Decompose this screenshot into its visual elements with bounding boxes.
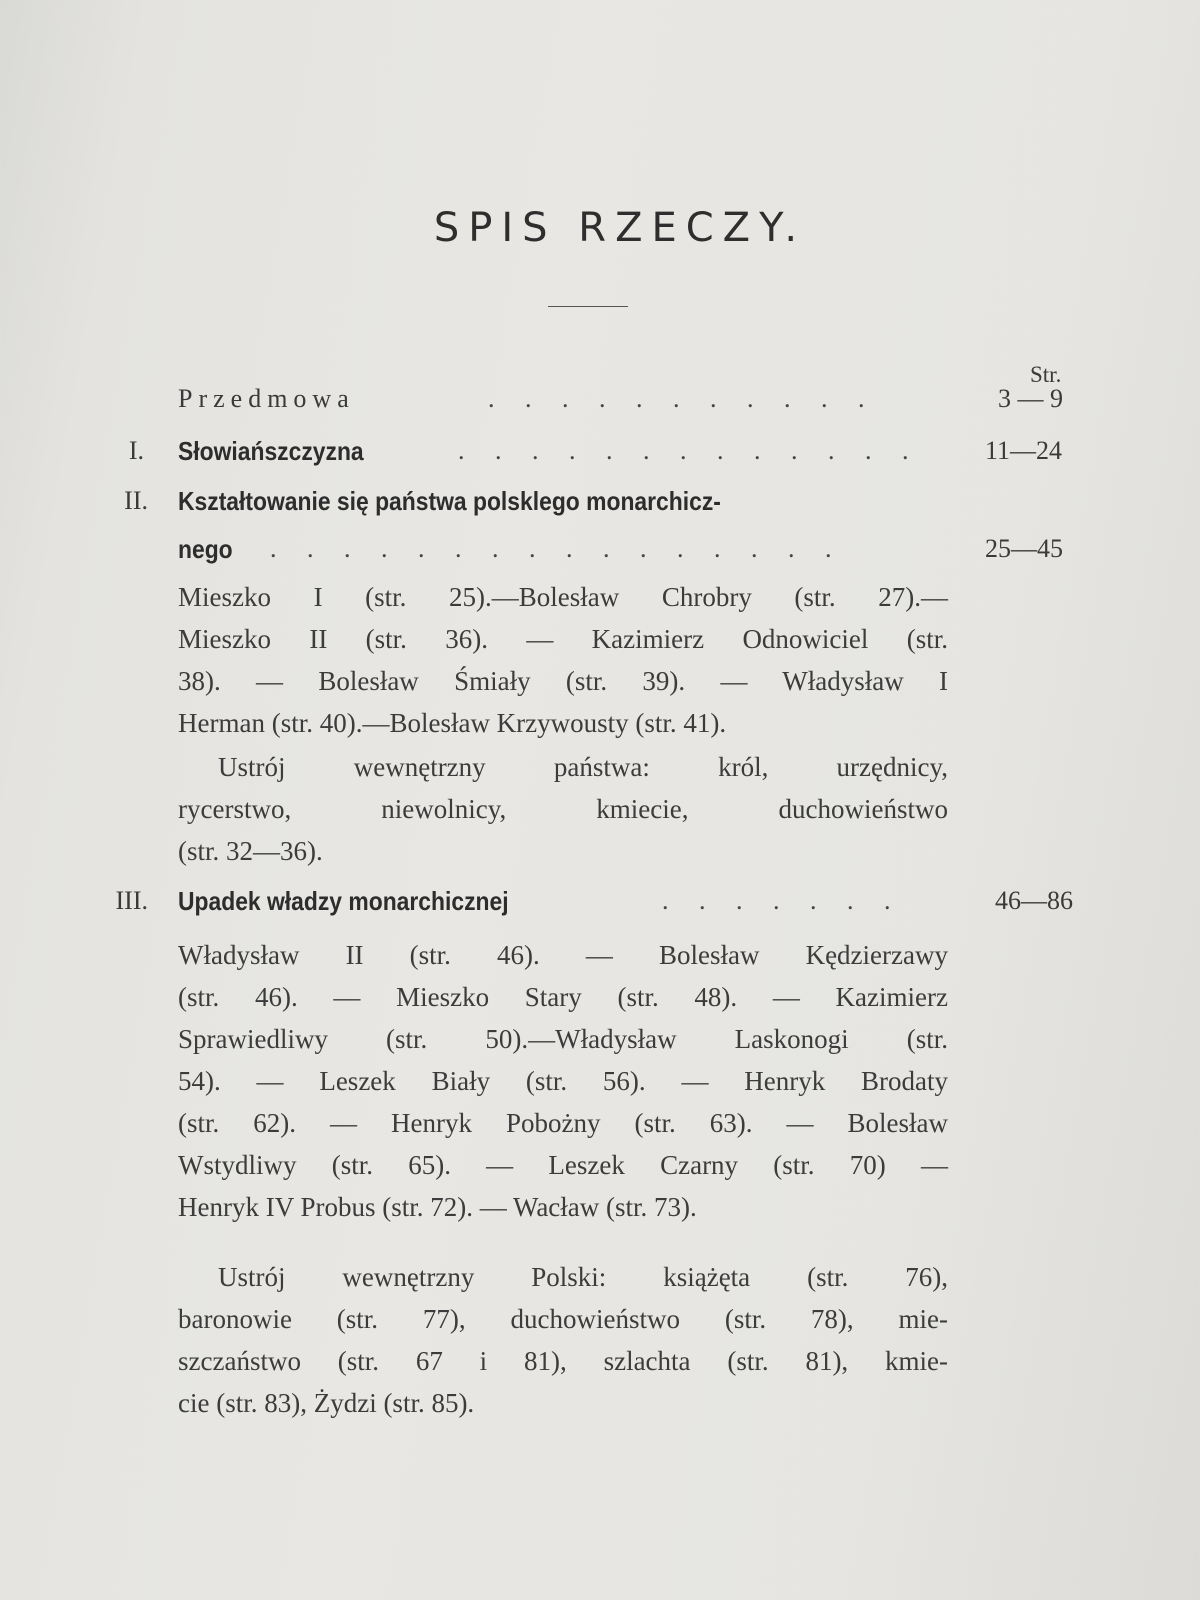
text-line: Mieszko II (str. 36). — Kazimierz Odnowiciel (str. [178,624,948,654]
text-line: (str. 46). — Mieszko Stary (str. 48). — Kazimierz [178,982,948,1012]
entry-pages: 25—45 [985,534,1063,563]
chapter-2-rulers [178,576,948,744]
toc-entry-chapter-2-cont [0,534,1200,578]
entry-heading-line2: nego [178,534,233,564]
leader-dots: . . . . . . . . . . . . . . . . [270,534,844,563]
page-title: SPIS RZECZY. [433,205,807,251]
toc-entry-chapter-2 [0,486,1200,530]
text-line: Mieszko I (str. 25).—Bolesław Chrobry (str. 27).— [178,582,948,612]
toc-entry-preface [0,384,1200,428]
chapter-number: I. [128,436,144,465]
text-line: rycerstwo, niewolnicy, kmiecie, duchowieństwo [178,794,948,824]
text-line: (str. 62). — Henryk Pobożny (str. 63). — Bolesław [178,1108,948,1138]
leader-dots: . . . . . . . [662,886,903,915]
entry-heading: Przedmowa [178,384,355,413]
entry-heading-line1: Kształtowanie się państwa polsklego monarchicz- [178,486,721,516]
chapter-2-structure [178,746,948,872]
chapter-number: II. [124,486,148,515]
chapter-number: III. [115,886,148,915]
text-line: Władysław II (str. 46). — Bolesław Kędzierzawy [178,940,948,970]
text-line: Sprawiedliwy (str. 50).—Władysław Laskonogi (str. [178,1024,948,1054]
text-line: (str. 32—36). [178,836,323,866]
text-line: Ustrój wewnętrzny Polski: książęta (str. 76), [218,1262,948,1292]
text-line: Ustrój wewnętrzny państwa: król, urzędnicy, [218,752,948,782]
pages-column-header: Str. [1030,362,1062,387]
leader-dots: . . . . . . . . . . . [488,384,877,413]
entry-pages: 46—86 [995,886,1073,915]
leader-dots: . . . . . . . . . . . . . [458,436,921,465]
text-line: 54). — Leszek Biały (str. 56). — Henryk Brodaty [178,1066,948,1096]
text-line: Herman (str. 40).—Bolesław Krzywousty (str. 41). [178,708,727,738]
entry-pages: 3 — 9 [998,384,1063,413]
toc-entry-chapter-3 [0,886,1200,930]
text-line: szczaństwo (str. 67 i 81), szlachta (str. 81), kmie- [178,1346,948,1376]
text-line: cie (str. 83), Żydzi (str. 85). [178,1388,475,1418]
chapter-3-rulers [178,934,948,1228]
text-line: Wstydliwy (str. 65). — Leszek Czarny (str. 70) — [178,1150,948,1180]
title-divider [548,306,628,307]
chapter-3-structure [178,1256,948,1424]
entry-pages: 11—24 [985,436,1063,465]
text-line: 38). — Bolesław Śmiały (str. 39). — Władysław I [178,666,948,696]
text-line: Henryk IV Probus (str. 72). — Wacław (str. 73). [178,1192,697,1222]
toc-entry-chapter-1 [0,436,1200,480]
text-line: baronowie (str. 77), duchowieństwo (str. 78), mie- [178,1304,948,1334]
entry-heading: Upadek władzy monarchicznej [178,886,509,916]
entry-heading: Słowiańszczyzna [178,436,364,466]
